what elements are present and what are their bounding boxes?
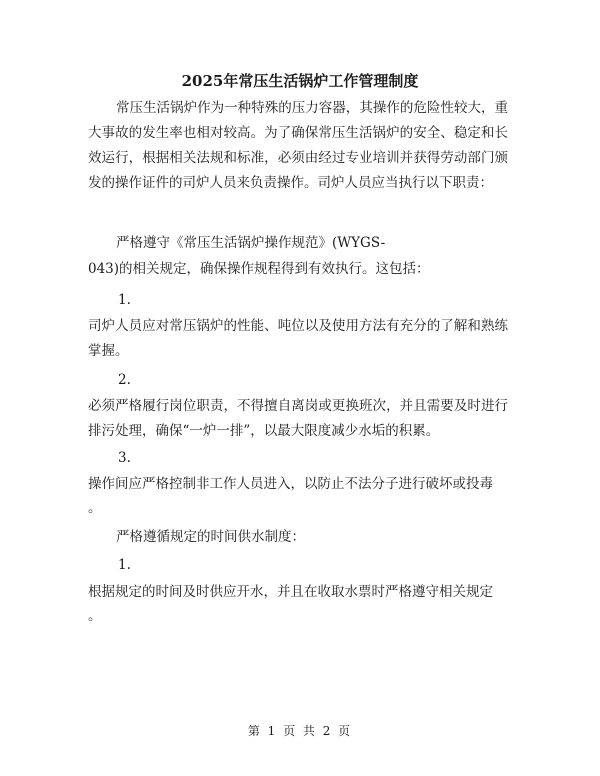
rule1-line2: 043)的相关规定，确保操作规程得到有效执行。这包括： [88,261,430,277]
rule1-line1: 严格遵守《常压生活锅炉操作规范》(WYGS- [116,235,386,251]
item4-tail: 。 [88,608,102,624]
item4-number: 1. [118,557,131,573]
item3-text: 操作间应严格控制非工作人员进入，以防止不法分子进行破坏或投毒 [88,476,493,492]
intro-paragraph: 常压生活锅炉作为一种特殊的压力容器，其操作的危险性较大，重大事故的发生率也相对较高。为了确保常压生活锅炉的安全、稳定和长效运行，根据相关法规和标准，必须由经过专业培训并获得劳动部门颁发的操作证件的司炉人员来负责操作。司炉人员应当执行以下职责： [88,100,508,191]
rule2-text: 严格遵循规定的时间供水制度： [116,529,305,545]
item4-text: 根据规定的时间及时供应开水，并且在收取水票时严格遵守相关规定 [88,584,493,600]
item3-tail: 。 [88,500,102,516]
item1-number: 1. [118,292,131,308]
item1-text: 司炉人员应对常压锅炉的性能、吨位以及使用方法有充分的了解和熟练掌握。 [88,318,508,359]
item2-text: 必须严格履行岗位职责，不得擅自离岗或更换班次，并且需要及时进行排污处理，确保“一炉一排”，以最大限度减少水垢的积累。 [88,398,508,439]
item2-number: 2. [118,372,131,388]
document-title: 2025年常压生活锅炉工作管理制度 [181,72,419,90]
page-footer: 第 1 页 共 2 页 [247,724,353,738]
item3-number: 3. [118,450,131,466]
